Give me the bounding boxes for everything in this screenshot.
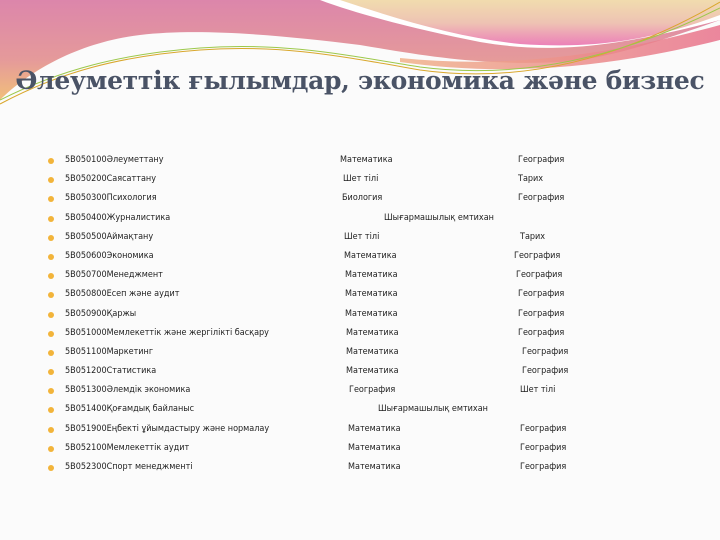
list-item <box>0 231 720 250</box>
subject-1: Математика <box>348 423 401 434</box>
bullet-icon <box>48 196 54 202</box>
subject-1: Математика <box>345 270 398 281</box>
subject-1: Математика <box>348 442 401 453</box>
list-item <box>0 442 720 461</box>
list-item <box>0 212 720 231</box>
specialty-name: 5В051300Әлемдік экономика <box>65 385 191 396</box>
specialty-name: 5В050400Журналистика <box>65 212 171 223</box>
list-item <box>0 173 720 192</box>
subject-1: Математика <box>345 308 398 319</box>
specialty-name: 5В051000Мемлекеттік және жергілікті басқару <box>65 327 269 338</box>
list-item <box>0 346 720 365</box>
list-item <box>0 423 720 442</box>
list-item <box>0 365 720 384</box>
subject-2: География <box>520 423 567 434</box>
list-item <box>0 192 720 211</box>
subject-1: Математика <box>344 250 397 261</box>
subject-1: Биология <box>342 193 383 204</box>
bullet-icon <box>48 292 54 298</box>
bullet-icon <box>48 312 54 318</box>
bullet-icon <box>48 407 54 413</box>
subject-2: География <box>520 462 567 472</box>
specialty-name: 5В050300Психология <box>65 193 157 204</box>
subject-1: Математика <box>340 155 393 165</box>
subject-2: География <box>516 270 563 281</box>
specialty-name: 5В050100Әлеуметтану <box>65 155 164 165</box>
bullet-icon <box>48 273 54 279</box>
specialty-name: 5В052100Мемлекеттік аудит <box>65 442 190 453</box>
specialty-name: 5В052300Спорт менеджменті <box>65 462 193 472</box>
subject-2: География <box>518 193 565 204</box>
list-item <box>0 327 720 346</box>
bullet-icon <box>48 216 54 222</box>
specialty-list <box>0 154 720 480</box>
subject-2: География <box>522 346 569 357</box>
subject-1: География <box>349 385 396 396</box>
subject-2: География <box>514 250 561 261</box>
subject-2: География <box>518 327 565 338</box>
creative-exam: Шығармашылық емтихан <box>378 404 488 415</box>
subject-1: Математика <box>346 346 399 357</box>
bullet-icon <box>48 388 54 394</box>
subject-2: Тарих <box>518 174 544 185</box>
subject-2: География <box>518 308 565 319</box>
subject-2: География <box>520 442 567 453</box>
list-item <box>0 384 720 403</box>
bullet-icon <box>48 465 54 471</box>
subject-2: Тарих <box>520 231 546 242</box>
bullet-icon <box>48 177 54 183</box>
specialty-name: 5В050700Менеджмент <box>65 270 163 281</box>
specialty-name: 5В050500Аймақтану <box>65 231 154 242</box>
subject-1: Шет тілі <box>343 174 379 185</box>
list-item <box>0 154 720 173</box>
subject-2: География <box>522 366 569 377</box>
list-item <box>0 288 720 307</box>
bullet-icon <box>48 235 54 241</box>
bullet-icon <box>48 446 54 452</box>
bullet-icon <box>48 254 54 260</box>
subject-1: Математика <box>346 366 399 377</box>
slide-title: Әлеуметтік ғылымдар, экономика және бизнес <box>15 66 705 95</box>
bullet-icon <box>48 331 54 337</box>
specialty-name: 5В050900Қаржы <box>65 308 137 319</box>
subject-1: Математика <box>348 462 401 472</box>
list-item <box>0 269 720 288</box>
list-item <box>0 250 720 269</box>
specialty-name: 5В050200Саясаттану <box>65 174 156 185</box>
list-item <box>0 308 720 327</box>
subject-2: Шет тілі <box>520 385 556 396</box>
bullet-icon <box>48 350 54 356</box>
specialty-name: 5В050800Есеп және аудит <box>65 289 180 300</box>
subject-2: География <box>518 289 565 300</box>
list-item <box>0 461 720 480</box>
bullet-icon <box>48 158 54 164</box>
decorative-wave-header <box>0 0 720 120</box>
subject-1: Математика <box>346 327 399 338</box>
specialty-name: 5В051400Қоғамдық байланыс <box>65 404 195 415</box>
bullet-icon <box>48 369 54 375</box>
bullet-icon <box>48 427 54 433</box>
specialty-name: 5В050600Экономика <box>65 250 154 261</box>
creative-exam: Шығармашылық емтихан <box>384 212 494 223</box>
subject-1: Шет тілі <box>344 231 380 242</box>
specialty-name: 5В051100Маркетинг <box>65 346 154 357</box>
specialty-name: 5В051200Статистика <box>65 366 157 377</box>
subject-2: География <box>518 155 565 165</box>
list-item <box>0 403 720 422</box>
subject-1: Математика <box>345 289 398 300</box>
specialty-name: 5В051900Еңбекті ұйымдастыру және нормалау <box>65 423 270 434</box>
